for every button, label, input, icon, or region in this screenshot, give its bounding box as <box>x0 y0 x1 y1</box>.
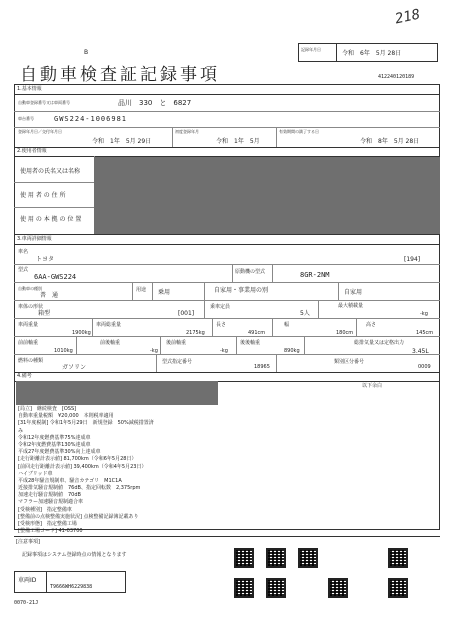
rear-rear-axle-value: 890kg <box>284 348 300 354</box>
capacity-value: 5人 <box>300 310 310 317</box>
designation-label: 型式指定番号 <box>162 359 193 365</box>
rear-front-axle-label: 後前軸重 <box>166 340 187 346</box>
qr-code-icon <box>234 548 254 568</box>
handwritten-number: 218 <box>393 6 422 28</box>
expiry-label: 有効期間の満了する日 <box>279 129 319 134</box>
issue-date-label: 記録年月日 <box>301 47 321 52</box>
qr-code-icon <box>234 578 254 598</box>
user-base-label: 使 用 の 本 拠 の 位 置 <box>20 216 82 223</box>
weight-value: 1900kg <box>72 330 91 336</box>
width-label: 幅 <box>284 322 290 328</box>
reg-no-value: 品川 330 と 6827 <box>118 99 192 107</box>
front-rear-axle-value: -kg <box>150 348 158 354</box>
displacement-label: 総排気量又は定格出力 <box>354 340 405 346</box>
redacted-user-info <box>94 157 440 234</box>
qr-code-icon <box>328 578 348 598</box>
first-reg-value: 令和 1年 5月 <box>216 138 260 145</box>
maker-value: トヨタ <box>36 256 55 263</box>
notes-text: 記録事項はシステム登録時点の情報となります <box>22 552 127 558</box>
following-blank: 以下余白 <box>362 383 383 389</box>
reg-date-label: 登録年月日／交付年月日 <box>18 129 62 134</box>
user-name-label: 使用者の氏名又は名称 <box>20 168 81 175</box>
displacement-value: 3.45L <box>412 348 429 355</box>
maker-label: 車名 <box>18 249 29 255</box>
reg-no-label: 自動車登録番号又は車両番号 <box>18 100 70 105</box>
purpose-value: 自家用 <box>344 289 363 296</box>
section-vehicle-title: 3.車両詳細情報 <box>17 236 52 242</box>
vehicle-id-value: T9666WH6229838 <box>50 584 93 590</box>
section-remarks-title: 4.備考 <box>17 373 32 379</box>
model-value: 6AA-GWS224 <box>34 273 77 281</box>
expiry-value: 令和 8年 5月 28日 <box>360 138 420 145</box>
engine-value: 8GR-2NM <box>300 271 330 279</box>
length-label: 長さ <box>216 322 227 328</box>
body-label: 車体の形状 <box>18 304 44 310</box>
section-user-title: 2.使用者情報 <box>17 148 47 154</box>
qr-code-icon <box>266 548 286 568</box>
height-label: 高さ <box>366 322 377 328</box>
remark-line: [受検種別] 指定整備車 <box>18 506 72 513</box>
qr-code-icon <box>388 578 408 598</box>
width-value: 180cm <box>336 330 354 336</box>
remark-line: 加速走行騒音規制値 70dB <box>18 492 81 499</box>
category-label: 類別区分番号 <box>334 359 365 365</box>
document-title: 自動車検査証記録事項 <box>20 65 220 85</box>
qr-code-icon <box>298 548 318 568</box>
rear-front-axle-value: -kg <box>220 348 228 354</box>
gross-value: 2175kg <box>186 330 205 336</box>
use-value: 乗用 <box>158 289 171 296</box>
category-value: 0009 <box>418 364 431 370</box>
remarks-list <box>18 407 298 536</box>
remark-line: [局立] 継続検査 [OSS] <box>18 406 77 412</box>
remark-line: み <box>18 427 24 434</box>
remark-line: [前回走行距離計表示値] 39,400km（令和4年5月23日） <box>18 463 147 470</box>
length-value: 491cm <box>248 330 266 336</box>
fuel-value: ガソリン <box>62 364 87 371</box>
capacity-label: 乗車定員 <box>210 304 231 310</box>
chassis-value: GWS224-1006981 <box>54 115 128 123</box>
max-load-label: 最大積載量 <box>338 303 364 309</box>
remark-line: マフラー加速騒音規制適合車 <box>18 499 84 506</box>
form-letter: B <box>84 49 89 56</box>
qr-code-icon <box>266 578 286 598</box>
kind-value: 普 通 <box>40 292 59 299</box>
weight-label: 車両重量 <box>18 322 39 328</box>
qr-code-icon <box>388 548 408 568</box>
remark-line: 自動車重量税額 ¥20,000 本則税率適用 <box>18 413 114 420</box>
redacted-remarks <box>16 381 218 405</box>
use-label: 用途 <box>136 287 147 293</box>
remark-line: 令和12年度燃費基準75%達成車 <box>18 434 91 441</box>
max-load-value: -kg <box>420 311 428 317</box>
user-address-label: 使 用 者 の 住 所 <box>20 192 66 199</box>
remark-line: ハイブリッド車 <box>18 470 53 477</box>
purpose-label: 自家用・事業用の別 <box>214 287 269 294</box>
remark-line: [整備工場コード] 41-03700 <box>18 528 83 535</box>
rear-rear-axle-label: 後後軸重 <box>240 340 261 346</box>
gross-label: 車両総重量 <box>96 322 122 328</box>
front-rear-axle-label: 前後軸重 <box>100 340 121 346</box>
fuel-label: 燃料の種類 <box>18 358 44 364</box>
kind-label: 自動車の種別 <box>18 286 42 291</box>
remark-line: [整備前の点検整備実施状況] 点検整備記録簿記載あり <box>18 513 139 520</box>
section-basic-title: 1.基本情報 <box>17 86 42 92</box>
body-value: 箱型 <box>38 310 51 317</box>
remark-line: 平成27年度燃費基準30%向上達成車 <box>18 449 101 456</box>
remark-line: [受検形態] 指定整備工場 <box>18 521 77 527</box>
document-number: 412240120189 <box>378 74 415 80</box>
vehicle-id-label: 車両ID <box>18 577 37 584</box>
issue-date-value: 令和 6年 5月 28日 <box>342 50 402 57</box>
chassis-label: 車台番号 <box>18 116 34 121</box>
designation-value: 18965 <box>254 364 270 370</box>
maker-code: [194] <box>404 256 421 263</box>
remark-line: 令和2年度燃費基準130%達成車 <box>18 441 91 448</box>
form-code: 0070-21J <box>14 600 39 606</box>
front-front-axle-label: 前前軸重 <box>18 340 39 346</box>
remark-line: 近接排気騒音規制値 76dB、指定回転数 2,375rpm <box>18 485 141 492</box>
model-label: 型式 <box>18 267 29 273</box>
front-front-axle-value: 1010kg <box>54 348 73 354</box>
notes-title: [注意事項] <box>16 539 40 545</box>
height-value: 145cm <box>416 330 434 336</box>
remark-line: [31年度税制] 令和1年5月29日 新規登録 50%減税措置済 <box>18 420 154 427</box>
remark-line: 平成28年騒音規制車、騒音カテゴリ M1C1A <box>18 477 122 484</box>
remark-line: [走行距離計表示値] 81,700km（令和6年5月28日） <box>18 456 137 463</box>
engine-label: 原動機の型式 <box>235 269 266 275</box>
body-code: [001] <box>178 310 195 317</box>
reg-date-value: 令和 1年 5月 29日 <box>92 138 152 145</box>
first-reg-label: 初度登録年月 <box>175 129 199 134</box>
